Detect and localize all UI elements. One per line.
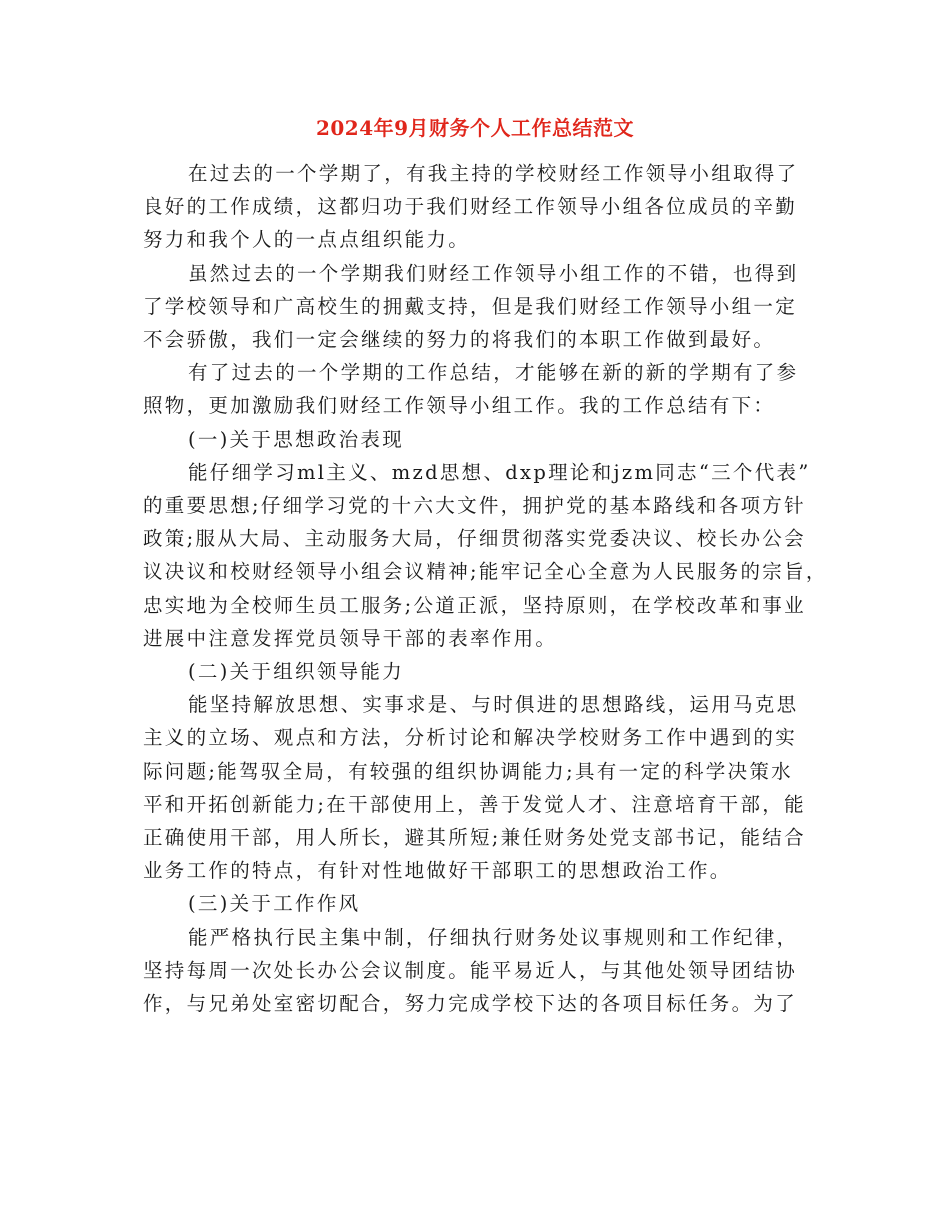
document-title: 2024年9月财务个人工作总结范文 [315,116,635,140]
text-line: 进展中注意发挥党员领导干部的表率作用。 [143,626,558,650]
text-line: 能坚持解放思想、实事求是、与时俱进的思想路线，运用马克思 [188,693,799,717]
text-line: 良好的工作成绩，这都归功于我们财经工作领导小组各位成员的辛勤 [143,195,798,219]
text-line: 虽然过去的一个学期我们财经工作领导小组工作的不错，也得到 [188,261,799,285]
text-line: 了学校领导和广高校生的拥戴支持，但是我们财经工作领导小组一定 [143,294,798,318]
text-line: 忠实地为全校师生员工服务;公道正派，坚持原则，在学校改革和事业 [143,593,806,617]
text-line: 照物，更加激励我们财经工作领导小组工作。我的工作总结有下： [143,394,776,418]
text-line: 作，与兄弟处室密切配合，努力完成学校下达的各项目标任务。为了 [143,992,798,1015]
text-line: (三)关于工作作风 [188,892,361,916]
text-line: (二)关于组织领导能力 [188,660,405,683]
text-line: 业务工作的特点，有针对性地做好干部职工的思想政治工作。 [143,859,732,883]
text-line: 平和开拓创新能力;在干部使用上，善于发觉人才、注意培育干部，能 [143,792,806,816]
text-line: 际问题;能驾驭全局，有较强的组织协调能力;具有一定的科学决策水 [143,759,793,783]
text-line: 政策;服从大局、主动服务大局，仔细贯彻落实党委决议、校长办公会 [143,527,806,551]
text-line: 努力和我个人的一点点组织能力。 [143,228,471,252]
text-line: 正确使用干部，用人所长，避其所短;兼任财务处党支部书记，能结合 [143,826,806,849]
text-line: 能仔细学习ml主义、mzd思想、dxp理论和jzm同志“三个代表” [188,460,811,484]
text-line: 不会骄傲，我们一定会继续的努力的将我们的本职工作做到最好。 [143,328,776,351]
text-line: 在过去的一个学期了，有我主持的学校财经工作领导小组取得了 [188,162,799,185]
text-line: 的重要思想;仔细学习党的十六大文件，拥护党的基本路线和各项方针 [143,494,806,517]
text-line: 议决议和校财经领导小组会议精神;能牢记全心全意为人民服务的宗旨， [143,560,828,584]
text-line: 主义的立场、观点和方法，分析讨论和解决学校财务工作中遇到的实 [143,726,798,750]
text-line: 坚持每周一次处长办公会议制度。能平易近人，与其他处领导团结协 [143,958,798,982]
text-line: 有了过去的一个学期的工作总结，才能够在新的新的学期有了参 [188,361,799,385]
text-line: (一)关于思想政治表现 [188,427,405,451]
text-line: 能严格执行民主集中制，仔细执行财务处议事规则和工作纪律， [188,925,799,949]
